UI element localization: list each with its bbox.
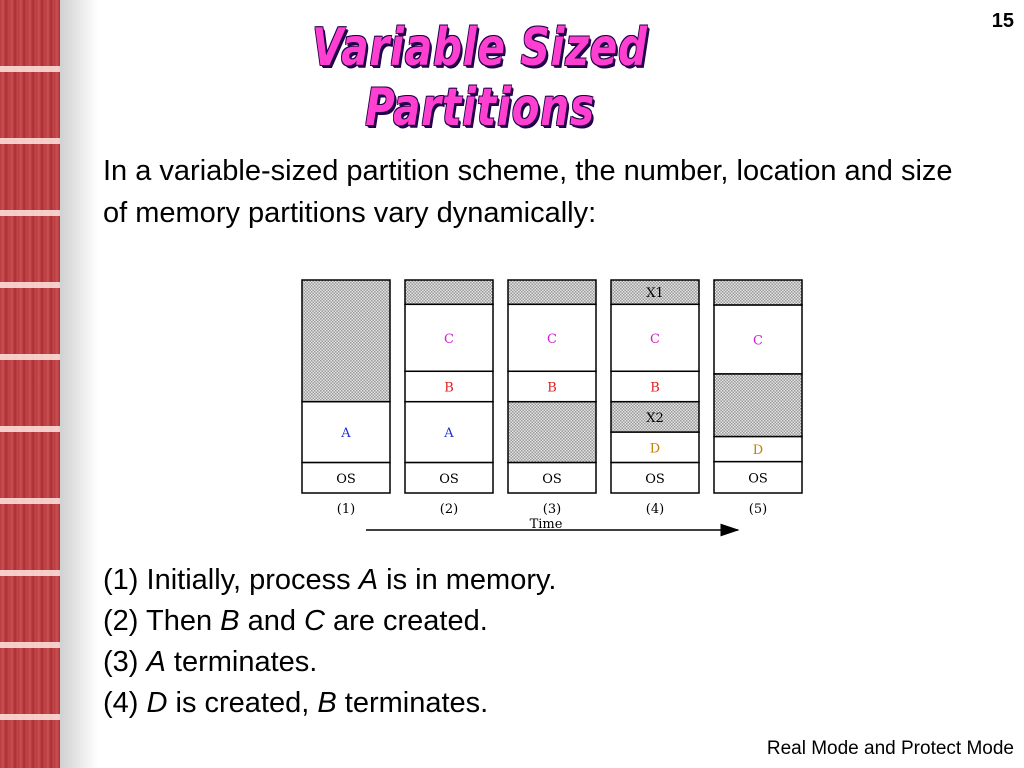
step-text: is in memory. bbox=[378, 564, 557, 596]
column-label: (1) bbox=[336, 502, 356, 517]
block-label: A bbox=[444, 426, 454, 442]
columns-layer bbox=[302, 280, 802, 517]
steps-list bbox=[103, 560, 803, 724]
step-text: C bbox=[304, 605, 325, 637]
step-text: A bbox=[358, 564, 379, 596]
step-text: Initially, process bbox=[146, 564, 359, 596]
block-label: OS bbox=[336, 471, 356, 487]
intro-paragraph: In a variable-sized partition scheme, the number, location and size of memory partitions vary dynamically: bbox=[103, 155, 953, 229]
block-label: OS bbox=[645, 471, 665, 487]
step-text: is created, bbox=[167, 687, 318, 719]
block-label: X2 bbox=[646, 410, 664, 426]
column-label: (4) bbox=[645, 502, 665, 517]
block-label: D bbox=[752, 443, 764, 459]
step-text: A bbox=[146, 646, 166, 678]
step-text: B bbox=[220, 605, 240, 637]
free-block bbox=[508, 280, 596, 304]
step-text: and bbox=[239, 605, 305, 637]
step-number: (4) bbox=[103, 687, 139, 719]
memory-column bbox=[405, 280, 493, 517]
slide-number: 15 bbox=[991, 10, 1014, 32]
block-label: C bbox=[547, 331, 557, 347]
slide-title: Variable Sized Partitions bbox=[312, 18, 648, 138]
memory-column bbox=[714, 280, 802, 517]
column-label: (3) bbox=[542, 502, 562, 517]
block-label: C bbox=[753, 333, 763, 349]
step-number: (2) bbox=[103, 605, 139, 637]
step-text: D bbox=[146, 687, 168, 719]
block-label: D bbox=[649, 441, 661, 457]
memory-column bbox=[508, 280, 596, 517]
free-block bbox=[508, 402, 596, 463]
time-label: Time bbox=[529, 517, 563, 532]
step-line bbox=[103, 683, 803, 724]
block-label: B bbox=[650, 380, 660, 396]
block-label: OS bbox=[748, 471, 768, 487]
column-label: (5) bbox=[748, 502, 768, 517]
memory-partition-diagram bbox=[296, 276, 806, 542]
memory-column bbox=[302, 280, 390, 517]
block-label: A bbox=[341, 426, 351, 442]
step-text: Then bbox=[146, 605, 221, 637]
block-label: B bbox=[444, 380, 454, 396]
step-text: B bbox=[317, 687, 337, 719]
step-text: terminates. bbox=[165, 646, 318, 678]
memory-column bbox=[611, 280, 699, 517]
decorative-side-strip bbox=[0, 0, 60, 768]
block-label: OS bbox=[542, 471, 562, 487]
free-block bbox=[405, 280, 493, 304]
diagram-canvas bbox=[296, 276, 806, 542]
block-label: B bbox=[547, 380, 557, 396]
block-label: X1 bbox=[646, 286, 664, 302]
step-number: (3) bbox=[103, 646, 139, 678]
block-label: OS bbox=[439, 471, 459, 487]
step-number: (1) bbox=[103, 564, 139, 596]
step-line bbox=[103, 560, 803, 601]
step-text: terminates. bbox=[336, 687, 489, 719]
free-block bbox=[714, 280, 802, 305]
step-line bbox=[103, 642, 803, 683]
block-label: C bbox=[444, 331, 454, 347]
step-text: are created. bbox=[324, 605, 488, 637]
free-block bbox=[302, 280, 390, 402]
column-label: (2) bbox=[439, 502, 459, 517]
step-line bbox=[103, 601, 803, 642]
footer-text: Real Mode and Protect Mode bbox=[766, 738, 1014, 759]
block-label: C bbox=[650, 331, 660, 347]
free-block bbox=[714, 374, 802, 437]
